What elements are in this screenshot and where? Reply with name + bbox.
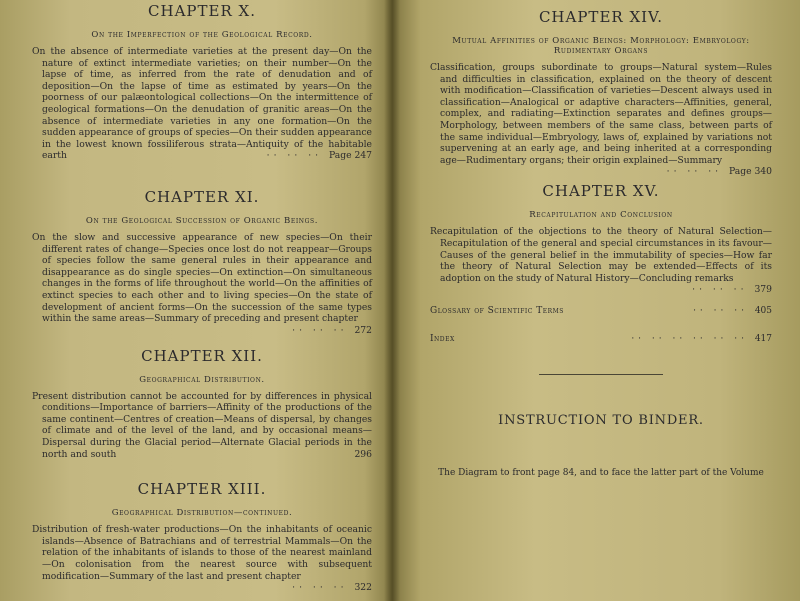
chapter-subtitle: Geographical Distribution. xyxy=(139,374,265,385)
chapter-summary xyxy=(32,46,372,162)
chapter-summary-text: On the slow and successive appearance of new species—On their different rates of change—Species once lost do not reappear—Groups of species follow the same general rules in their appearance and disappearance as do single species—On extinction—On simultaneous changes in the forms of life throughout the world—On the affinities of extinct species to each other and to living species—On the state of development of ancient forms—On the succession of the same types within the same areas—Summary of preceding and present chapter xyxy=(32,231,372,325)
chapter-summary-text: Classification, groups subordinate to groups—Natural system—Rules and difficulties in classification, explained on the theory of descent with modification—Classification of varieties—Descent always used in classification—Analogical or adaptive characters—Affinities, general, complex, and radiating—Extinction separates and defines groups—Morphology, between members of the same class, between parts of the same individual—Embryology, laws of, explained by variations not supervening at an early age, and being inherited at a corresponding age—Rudimentary organs; their origin explained—Summary xyxy=(430,62,772,166)
page-reference: ·· ·· ·· 379 xyxy=(692,284,772,296)
chapter-summary xyxy=(32,524,372,594)
binder-instruction-text: The Diagram to front page 84, and to face the latter part of the Volume xyxy=(438,468,764,479)
chapter-subtitle: On the Geological Succession of Organic Beings. xyxy=(85,215,319,226)
glossary-label: Glossary of Scientific Terms xyxy=(430,306,564,317)
chapter-xiii xyxy=(32,480,372,594)
chapter-title: CHAPTER X. xyxy=(148,2,256,20)
page-reference: 296 xyxy=(354,448,372,460)
chapter-title: CHAPTER XI. xyxy=(144,187,260,206)
chapter-summary-text: Recapitulation of the objections to the theory of Natural Selection—Recapitulation of the general and special circumstances in its favour—Causes of the general belief in the immutability of species—How far the theory of Natural Selection may be extended—Effects of its adoption on the study of Natural History—Concluding remarks xyxy=(430,226,772,284)
chapter-subtitle: Recapitulation and Conclusion xyxy=(529,210,673,221)
index-page: ·· ·· ·· ·· ·· ·· 417 xyxy=(631,334,772,345)
chapter-xii xyxy=(32,347,372,461)
chapter-subtitle: Geographical Distribution—continued. xyxy=(111,508,293,519)
page-reference: ·· ·· ·· Page 340 xyxy=(666,166,772,178)
right-page xyxy=(392,0,800,601)
page-reference: ·· ·· ·· 322 xyxy=(292,582,372,594)
binder-instruction-title: INSTRUCTION TO BINDER. xyxy=(498,413,704,429)
chapter-xi xyxy=(32,187,372,336)
chapter-summary-text: Present distribution cannot be accounted for by differences in physical conditions—Importance of barriers—Affinity of the productions of the same continent—Centres of creation—Means of dispersal, by changes of climate and of the level of the land, and by occasional means—Dispersal during the Glacial period—Alternate Glacial periods in the north and south xyxy=(32,390,372,460)
chapter-title: CHAPTER XIV. xyxy=(538,8,664,26)
glossary-entry xyxy=(430,306,772,316)
book-gutter xyxy=(384,0,400,601)
page-reference: ·· ·· ·· 272 xyxy=(292,324,372,336)
chapter-summary xyxy=(430,226,772,296)
chapter-title: CHAPTER XII. xyxy=(141,346,263,365)
chapter-title: CHAPTER XV. xyxy=(542,182,660,201)
divider-rule xyxy=(539,374,663,375)
chapter-summary xyxy=(430,62,772,178)
index-label: Index xyxy=(430,334,455,345)
glossary-page: ·· ·· ·· 405 xyxy=(693,306,772,317)
chapter-xv xyxy=(430,182,772,296)
chapter-subtitle: On the Imperfection of the Geological Record. xyxy=(91,30,313,40)
chapter-summary-text: Distribution of fresh-water productions—On the inhabitants of oceanic islands—Absence of Batrachians and of terrestrial Mammals—On the relation of the inhabitants of islands to those of the nearest mainland—On colonisation from the nearest source with subsequent modification—Summary of the last and present chapter xyxy=(32,524,372,582)
index-entry xyxy=(430,334,772,344)
chapter-x xyxy=(32,2,372,162)
chapter-subtitle: Mutual Affinities of Organic Beings: Morphology: Embryology: Rudimentary Organs xyxy=(452,36,750,56)
left-page xyxy=(0,0,392,601)
chapter-summary-text: On the absence of intermediate varieties at the present day—On the nature of extinct intermediate varieties; on their number—On the lapse of time, as inferred from the rate of denudation and of deposition—On the lapse of time as estimated by years—On the poorness of our palæontological collections—On the intermittence of geological formations—On the denudation of granitic areas—On the absence of intermediate varieties in any one formation—On the sudden appearance of groups of species—On their sudden appearance in the lowest known fossiliferous strata—Antiquity of the habitable earth xyxy=(32,46,372,162)
chapter-xiv xyxy=(430,8,772,178)
chapter-summary xyxy=(32,391,372,461)
chapter-title: CHAPTER XIII. xyxy=(137,480,267,499)
page-reference: ·· ·· ·· Page 247 xyxy=(266,150,372,162)
chapter-summary xyxy=(32,231,372,336)
